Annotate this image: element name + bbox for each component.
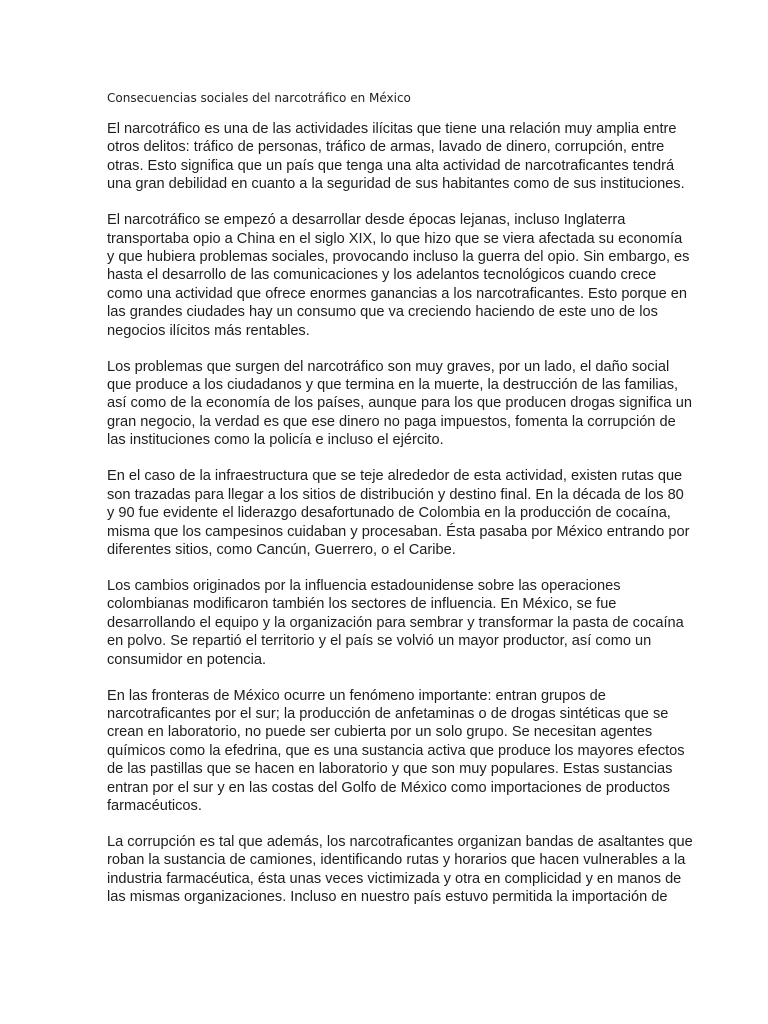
text-line: entran por el sur y en las costas del Golfo de México como importaciones de productos xyxy=(107,779,670,796)
paragraph xyxy=(107,577,684,669)
text-line: las mismas organizaciones. Incluso en nuestro país estuvo permitida la importación de xyxy=(107,889,668,906)
text-line: En el caso de la infraestructura que se teje alrededor de esta actividad, existen rutas que xyxy=(107,468,683,485)
text-line: En las fronteras de México ocurre un fenómeno importante: entran grupos de xyxy=(107,687,606,704)
text-line: como una actividad que ofrece enormes ganancias a los narcotraficantes. Esto porque en xyxy=(107,285,688,302)
text-line: misma que los campesinos cuidaban y procesaban. Ésta pasaba por México entrando por xyxy=(107,523,690,540)
text-line: las grandes ciudades hay un consumo que va creciendo haciendo de este uno de los xyxy=(107,304,658,321)
paragraph xyxy=(107,833,693,907)
text-line: farmacéuticos. xyxy=(107,797,202,814)
paragraph xyxy=(107,211,690,340)
text-line: otros delitos: tráfico de personas, tráfico de armas, lavado de dinero, corrupción, entre xyxy=(107,139,665,156)
text-line: negocios ilícitos más rentables. xyxy=(107,322,310,339)
text-line: hasta el desarrollo de las comunicaciones y los adelantos tecnológicos cuando crece xyxy=(107,267,657,284)
text-line: Los cambios originados por la influencia estadounidense sobre las operaciones xyxy=(107,577,621,594)
paragraph xyxy=(107,358,692,450)
text-line: en polvo. Se repartió el territorio y el país se volvió un mayor productor, así como un xyxy=(107,633,652,650)
text-line: y 90 fue evidente el liderazgo desafortunado de Colombia en la producción de cocaína, xyxy=(107,505,671,522)
text-line: las instituciones como la policía e incluso el ejército. xyxy=(107,432,444,449)
text-line: son trazadas para llegar a los sitios de distribución y destino final. En la década de los 80 xyxy=(107,486,684,503)
paragraph xyxy=(107,467,690,559)
text-line: Los problemas que surgen del narcotráfico son muy graves, por un lado, el daño social xyxy=(107,358,670,375)
document-title: Consecuencias sociales del narcotráfico en México xyxy=(107,91,411,105)
text-line: industria farmacéutica, ésta unas veces victimizada y otra en complicidad y en manos de xyxy=(107,870,682,887)
text-line: de las pastillas que se hacen en laboratorio y que son muy populares. Estas sustancias xyxy=(107,761,673,778)
text-line: La corrupción es tal que además, los narcotraficantes organizan bandas de asaltantes que xyxy=(107,833,693,850)
text-line: otras. Esto significa que un país que tenga una alta actividad de narcotraficantes tendrá xyxy=(107,157,675,174)
text-line: crean en laboratorio, no puede ser cubierta por un solo grupo. Se necesitan agentes xyxy=(107,724,653,741)
paragraph xyxy=(107,120,685,194)
text-line: narcotraficantes por el sur; la producción de anfetaminas o de drogas sintéticas que se xyxy=(107,705,669,722)
text-line: diferentes sitios, como Cancún, Guerrero, o el Caribe. xyxy=(107,541,456,558)
text-line: desarrollando el equipo y la organización para sembrar y transformar la pasta de cocaína xyxy=(107,614,684,631)
text-line: así como de la economía de los países, aunque para los que producen drogas significa un xyxy=(107,395,692,412)
text-line: una gran debilidad en cuanto a la seguridad de sus habitantes como de sus instituciones. xyxy=(107,176,685,193)
text-line: químicos como la efedrina, que es una sustancia activa que produce los mayores efectos xyxy=(107,742,685,759)
document-body xyxy=(107,120,693,924)
paragraph xyxy=(107,687,685,816)
text-line: consumidor en potencia. xyxy=(107,651,267,668)
text-line: que produce a los ciudadanos y que termina en la muerte, la destrucción de las familias, xyxy=(107,377,679,394)
text-line: y que hubiera problemas sociales, provocando incluso la guerra del opio. Sin embargo, es xyxy=(107,249,690,266)
text-line: transportaba opio a China en el siglo XIX, lo que hizo que se viera afectada su economía xyxy=(107,230,683,247)
text-line: El narcotráfico es una de las actividades ilícitas que tiene una relación muy amplia entre xyxy=(107,121,677,137)
text-line: El narcotráfico se empezó a desarrollar desde épocas lejanas, incluso Inglaterra xyxy=(107,212,626,229)
text-line: colombianas modificaron también los sectores de influencia. En México, se fue xyxy=(107,596,617,613)
text-line: gran negocio, la verdad es que ese dinero no paga impuestos, fomenta la corrupción de xyxy=(107,413,676,430)
text-line: roban la sustancia de camiones, identificando rutas y horarios que hacen vulnerables a la xyxy=(107,852,686,869)
